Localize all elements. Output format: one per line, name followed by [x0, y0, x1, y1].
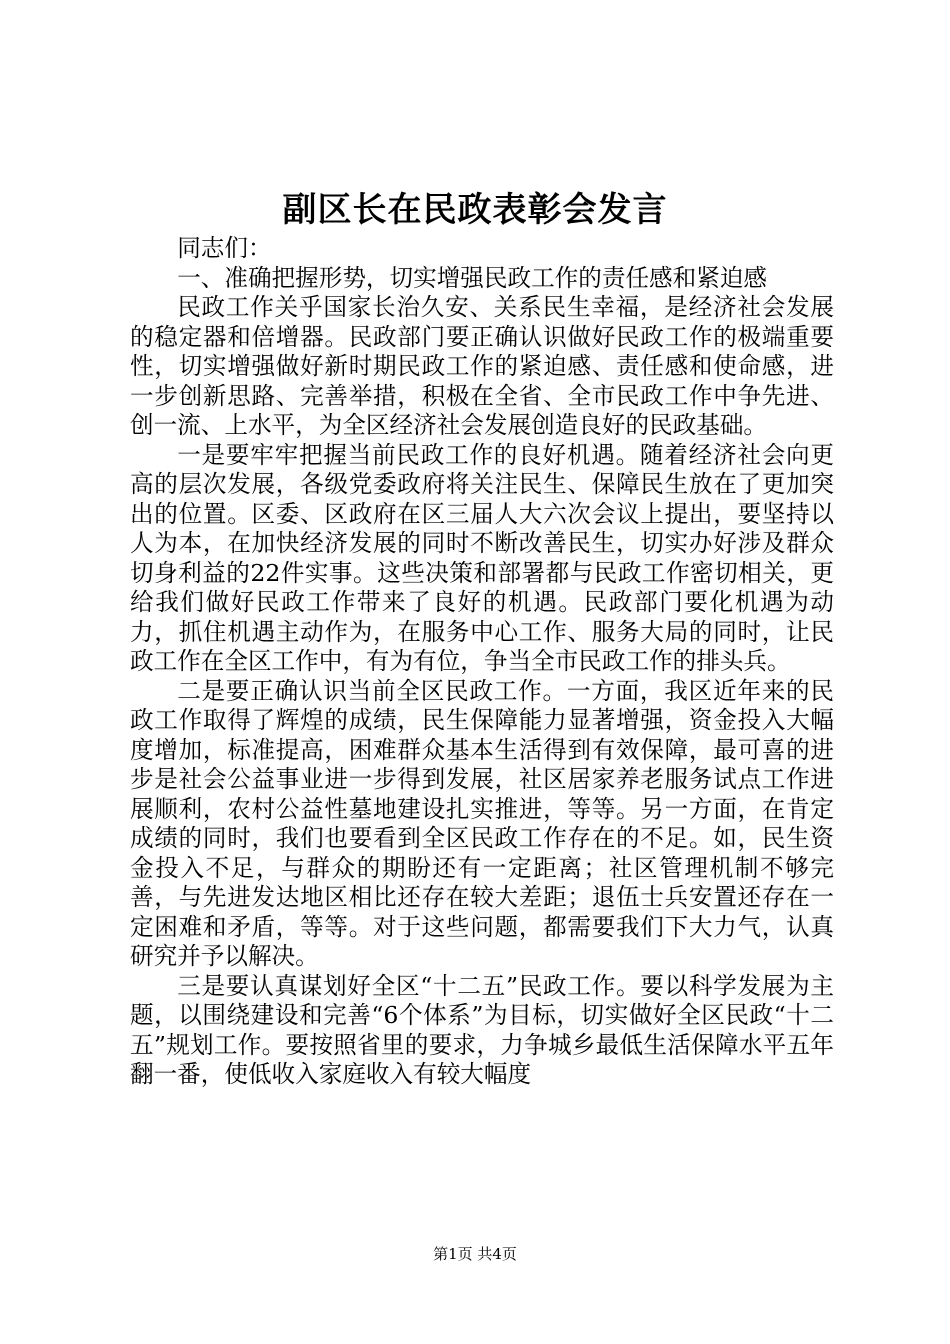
paragraph-intro: 民政工作关乎国家长治久安、关系民生幸福，是经济社会发展的稳定器和倍增器。民政部门要正确认识做好民政工作的极端重要性，切实增强做好新时期民政工作的紧迫感、责任感和使命感，进一步创新思路、完善举措，积极在全省、全市民政工作中争先进、创一流、上水平，为全区经济社会发展创造良好的民政基础。: [130, 293, 834, 439]
document-body: [130, 234, 834, 1090]
section-heading-1: 一、准确把握形势，切实增强民政工作的责任感和紧迫感: [177, 263, 768, 292]
document-title: 副区长在民政表彰会发言: [282, 190, 668, 230]
salutation: 同志们：: [177, 234, 272, 262]
paragraph-point-1: 一是要牢牢把握当前民政工作的良好机遇。随着经济社会向更高的层次发展，各级党委政府将关注民生、保障民生放在了更加突出的位置。区委、区政府在区三届人大六次会议上提出，要坚持以人为本，在加快经济发展的同时不断改善民生，切实办好涉及群众切身利益的22件实事。这些决策和部署都与民政工作密切相关，更给我们做好民政工作带来了良好的机遇。民政部门要化机遇为动力，抓住机遇主动作为，在服务中心工作、服务大局的同时，让民政工作在全区工作中，有为有位，争当全市民政工作的排头兵。: [130, 440, 834, 675]
paragraph-point-3: 三是要认真谋划好全区“十二五”民政工作。要以科学发展为主题，以围绕建设和完善“6个体系”为目标，切实做好全区民政“十二五”规划工作。要按照省里的要求，力争城乡最低生活保障水平五年翻一番，使低收入家庭收入有较大幅度: [130, 971, 834, 1088]
page-footer: 第1页 共4页: [433, 1245, 517, 1263]
paragraph-point-2: 二是要正确认识当前全区民政工作。一方面，我区近年来的民政工作取得了辉煌的成绩，民生保障能力显著增强，资金投入大幅度增加，标准提高，困难群众基本生活得到有效保障，最可喜的进步是社会公益事业进一步得到发展，社区居家养老服务试点工作进展顺利，农村公益性墓地建设扎实推进，等等。另一方面，在肯定成绩的同时，我们也要看到全区民政工作存在的不足。如，民生资金投入不足，与群众的期盼还有一定距离；社区管理机制不够完善，与先进发达地区相比还存在较大差距；退伍士兵安置还存在一定困难和矛盾，等等。对于这些问题，都需要我们下大力气，认真研究并予以解决。: [130, 676, 834, 970]
